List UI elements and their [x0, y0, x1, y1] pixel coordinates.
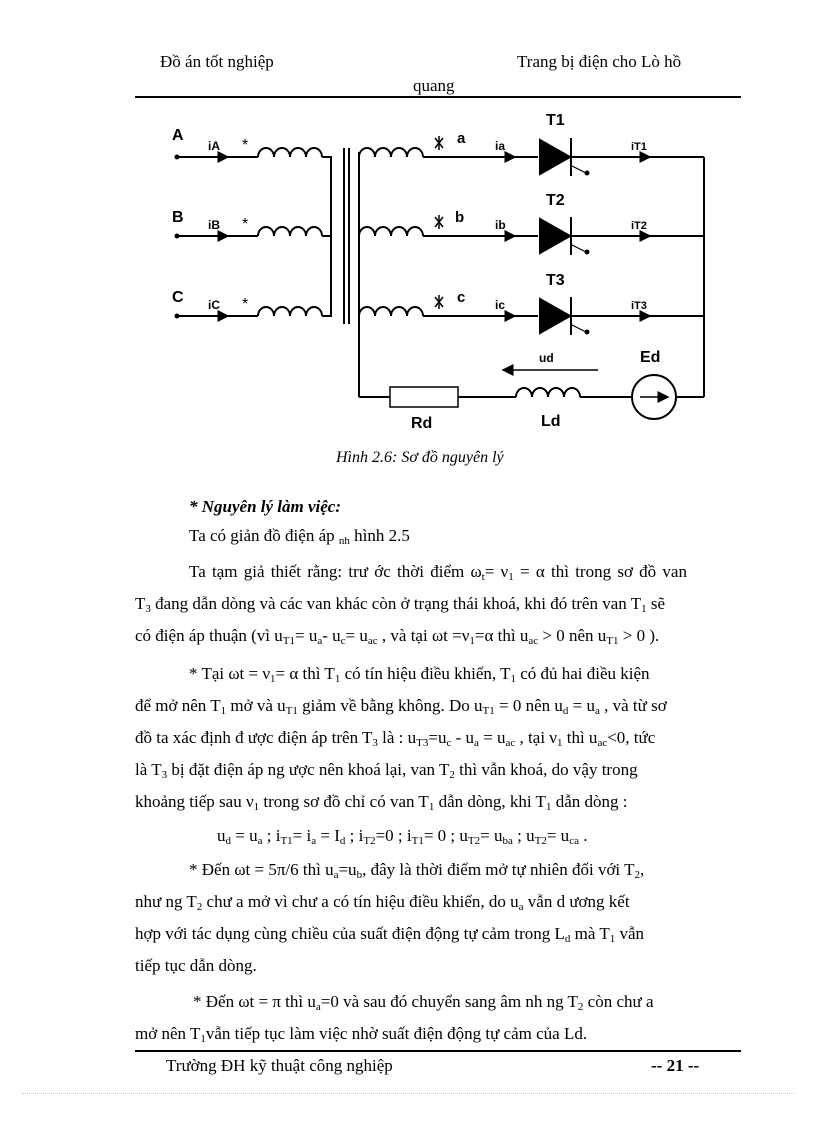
paragraph-line-15: * Đến ωt = π thì $u_a=0$ và sau đó chuyển sang âm nh ng $T_2$ còn chư a	[193, 992, 654, 1013]
header-left: Đồ án tốt nghiệp	[160, 52, 274, 71]
current-ia-primary: iA	[208, 139, 220, 153]
terminal-a-label: A	[172, 127, 184, 144]
footer-school: Trường ĐH kỹ thuật công nghiệp	[166, 1056, 393, 1075]
current-it2: iT2	[631, 220, 647, 232]
page-bottom-border	[22, 1093, 794, 1094]
paragraph-line-3: $T_3$ đang dẫn dòng và các van khác còn ở trạng thái khoá, khi đó trên van $T_1$ sẽ	[135, 594, 665, 615]
phase-b-label: b	[455, 209, 465, 226]
header-right: Trang bị điện cho Lò hồ	[517, 52, 682, 71]
paragraph-line-16: mở nên $T_1vẫn$ tiếp tục làm việc nhờ suất điện động tự cảm của Ld.	[135, 1024, 588, 1045]
phase-a-label: a	[457, 130, 466, 147]
footer-page-number: -- 21 --	[651, 1056, 700, 1075]
paragraph-line-5: * Tại $\omega t = \nu_1= \alpha$ thì $T_1$ có tín hiệu điều khiển, $T_1$ có đủ hai điều kiện	[189, 664, 650, 685]
star-mark-a: *	[242, 137, 249, 154]
paragraph-line-1: Ta có giản đồ điện áp $_{nh}$ hình 2.5	[189, 526, 410, 547]
paragraph-line-4: có điện áp thuận (vì $u_{T1}= u_a-$ $u_c= u_{ac}$ , và tại $\omega t =\nu_1=\alpha$ thì $u_{ac} > 0$ nên $u_{T1} > 0$ ).	[135, 626, 660, 647]
phase-c-label: c	[457, 289, 466, 306]
footer-rule	[135, 1050, 741, 1052]
current-it3: iT3	[631, 300, 647, 312]
header-right-cont: quang	[413, 76, 455, 95]
voltage-ud-label: ud	[539, 351, 554, 365]
inductor-ld-label: Ld	[541, 413, 561, 430]
paragraph-line-2: Ta tạm giả thiết rằng: trư ớc thời điểm $\omega_t= \nu_1 = \alpha$ thì trong sơ đồ van	[189, 562, 687, 583]
thyristor-t2-label: T2	[546, 192, 565, 209]
source-ed-label: Ed	[640, 349, 661, 366]
current-ic-primary: iC	[208, 298, 220, 312]
resistor-rd-label: Rd	[411, 415, 433, 432]
thyristor-t3-label: T3	[546, 272, 565, 289]
paragraph-line-7: đồ ta xác định đ ược điện áp trên $T_3$ là : $u_{T3}=u_c - u_a = u_{ac}$ , tại $\nu_1$ thì $u_{ac}<0$, tức	[135, 728, 656, 749]
paragraph-line-10: $u_d = u_a$ ; $i_{T1}= i_a = I_d$ ; $i_{T2}=0$ ; $i_{T1}= 0$ ; $u_{T2}= u_{ba}$ ; $u_{T2}= u_{ca}$ .	[217, 826, 588, 847]
current-ib: ib	[495, 218, 506, 232]
star-mark-c: *	[242, 296, 249, 313]
star-mark-b: *	[242, 216, 249, 233]
terminal-c-label: C	[172, 289, 184, 306]
current-it1: iT1	[631, 141, 647, 153]
paragraph-line-14: tiếp tục dẫn dòng.	[135, 956, 257, 975]
paragraph-line-9: khoảng tiếp sau $\nu_1$ trong sơ đồ chỉ có van $T_1$ dẫn dòng, khi $T_1$ dẫn dòng :	[135, 792, 628, 813]
paragraph-line-12: như ng $T_2$ chư a mở vì chư a có tín hiệu điều khiển, do $u_a$ vẫn d ương kết	[135, 892, 630, 913]
circuit-diagram	[0, 0, 816, 450]
current-ic: ic	[495, 298, 506, 312]
paragraph-line-8: là $T_3$ bị đặt điện áp ng ược nên khoá lại, van $T_2$ thì vẫn khoá, do vậy trong	[135, 760, 638, 781]
paragraph-line-6: để mở nên $T_1$ mở và $u_{T1}$ giảm về bằng không. Do $u_{T1} = 0$ nên $u_d = u_a$ , và từ sơ	[135, 696, 667, 717]
thyristor-t1-label: T1	[546, 112, 565, 129]
paragraph-line-13: hợp với tác dụng cùng chiều của suất điện động tự cảm trong $L_d$ mà $T_1$ vẫn	[135, 924, 645, 945]
current-ib-primary: iB	[208, 218, 220, 232]
figure-caption: Hình 2.6: Sơ đồ nguyên lý	[336, 449, 504, 466]
current-ia: ia	[495, 139, 506, 153]
terminal-b-label: B	[172, 209, 184, 226]
paragraph-line-11: * Đến ωt = 5π/6 thì $u_a=u_b$, đây là thời điểm mở tự nhiên đối với $T_2$,	[189, 860, 645, 881]
section-title: * Nguyên lý làm việc:	[189, 497, 342, 516]
